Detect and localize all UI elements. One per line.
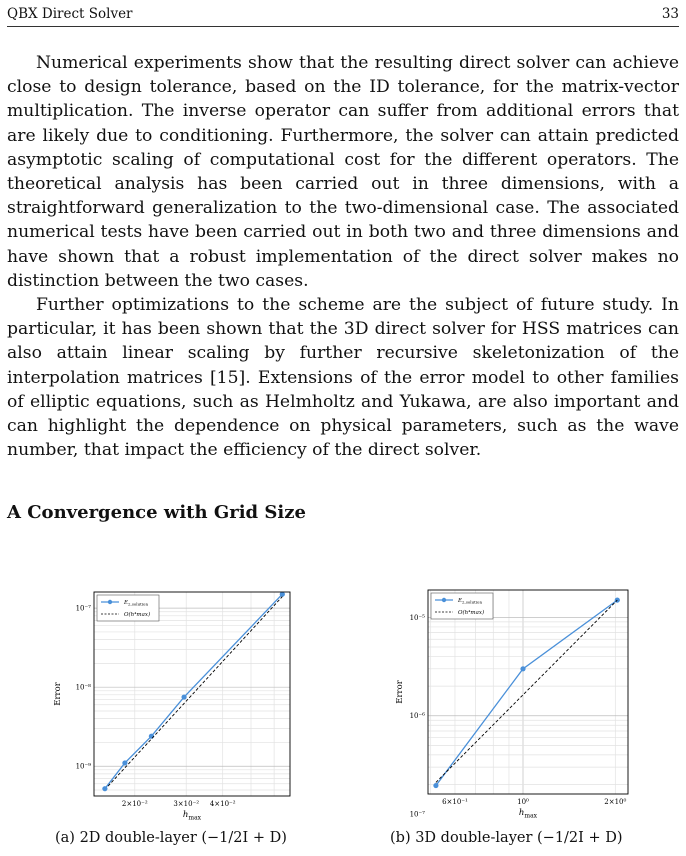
page-number: 33 [661,6,679,22]
convergence-plot-2d [50,584,300,822]
y-tick-label: 10⁻⁷ [75,604,91,613]
x-tick-label: 2×10⁻² [121,800,148,808]
header-rule [7,26,679,27]
x-tick-label: 6×10⁻¹ [442,798,468,806]
x-tick-label: 2×10⁰ [604,798,627,806]
convergence-plot-3d [392,584,640,822]
x-axis-label: $h_{max}$ [182,810,202,822]
paragraph-future-work: Further optimizations to the scheme are the subject of future study. In particular, it has been shown that the 3D direct solver for HSS matrices can also attain linear scaling by further recursive skeletonization of the interpolation matrices [15]. Extensions of the error model to other families of elliptic equations, such as Helmholtz and Yukawa, are also important and can highlight the dependence on physical parameters, such as the wave number, that impact the efficiency of the direct solver. [7,295,679,461]
legend [431,593,493,619]
running-title: QBX Direct Solver [7,6,133,22]
y-tick-label: 10⁻⁸ [75,683,91,692]
series-group [102,592,285,792]
x-tick-label: 4×10⁻² [209,800,236,808]
y-tick-label: 10⁻⁹ [75,762,91,771]
paragraph-conclusions: Numerical experiments show that the resulting direct solver can achieve close to design tolerance, based on the ID tolerance, for the matrix-vector multiplication. The inverse operator can suffer from additional errors that are likely due to conditioning. Furthermore, the solver can attain predicted asymptotic scaling of computational cost for the different operators. The theoretical analysis has been carried out in three dimensions, with a straightforward generalization to the two-dimensional case. The associated numerical tests have been carried out in both two and three dimensions and have shown that a robust implementation of the direct solver makes no distinction between the two cases. [7,53,679,291]
reference-line [108,597,282,787]
legend-label-reference: O(h⁴max) [124,612,151,618]
x-tick-label: 10⁰ [517,798,529,806]
x-tick-label: 3×10⁻² [173,800,200,808]
series-group [433,597,620,788]
legend-label-error: $E_{2,solution}$ [458,598,483,605]
legend [97,595,159,621]
error-series-line [436,600,617,785]
y-tick-label: 10⁻⁶ [409,712,425,721]
figure-caption-a: (a) 2D double-layer (−1/2I + D) [55,830,287,846]
plot-frame [428,590,628,794]
legend-marker [442,598,446,602]
data-point [122,760,127,765]
data-point [102,786,107,791]
error-series-line [105,594,282,788]
legend-label-reference: O(h⁴max) [458,610,485,616]
figure-caption-b: (b) 3D double-layer (−1/2I + D) [390,830,623,846]
data-point [181,694,186,699]
y-axis-label: Error [53,682,63,706]
y-axis-label: Error [395,680,405,704]
y-tick-label: 10⁻⁵ [409,613,425,622]
grid [428,590,628,794]
data-point [149,734,154,739]
data-point [520,666,525,671]
y-tick-label: 10⁻⁷ [409,810,425,819]
section-heading: A Convergence with Grid Size [7,502,306,523]
legend-label-error: $E_{2,solution}$ [124,600,149,607]
x-axis-label: $h_{max}$ [518,808,538,820]
data-point [615,597,620,602]
data-point [433,783,438,788]
legend-marker [108,600,112,604]
